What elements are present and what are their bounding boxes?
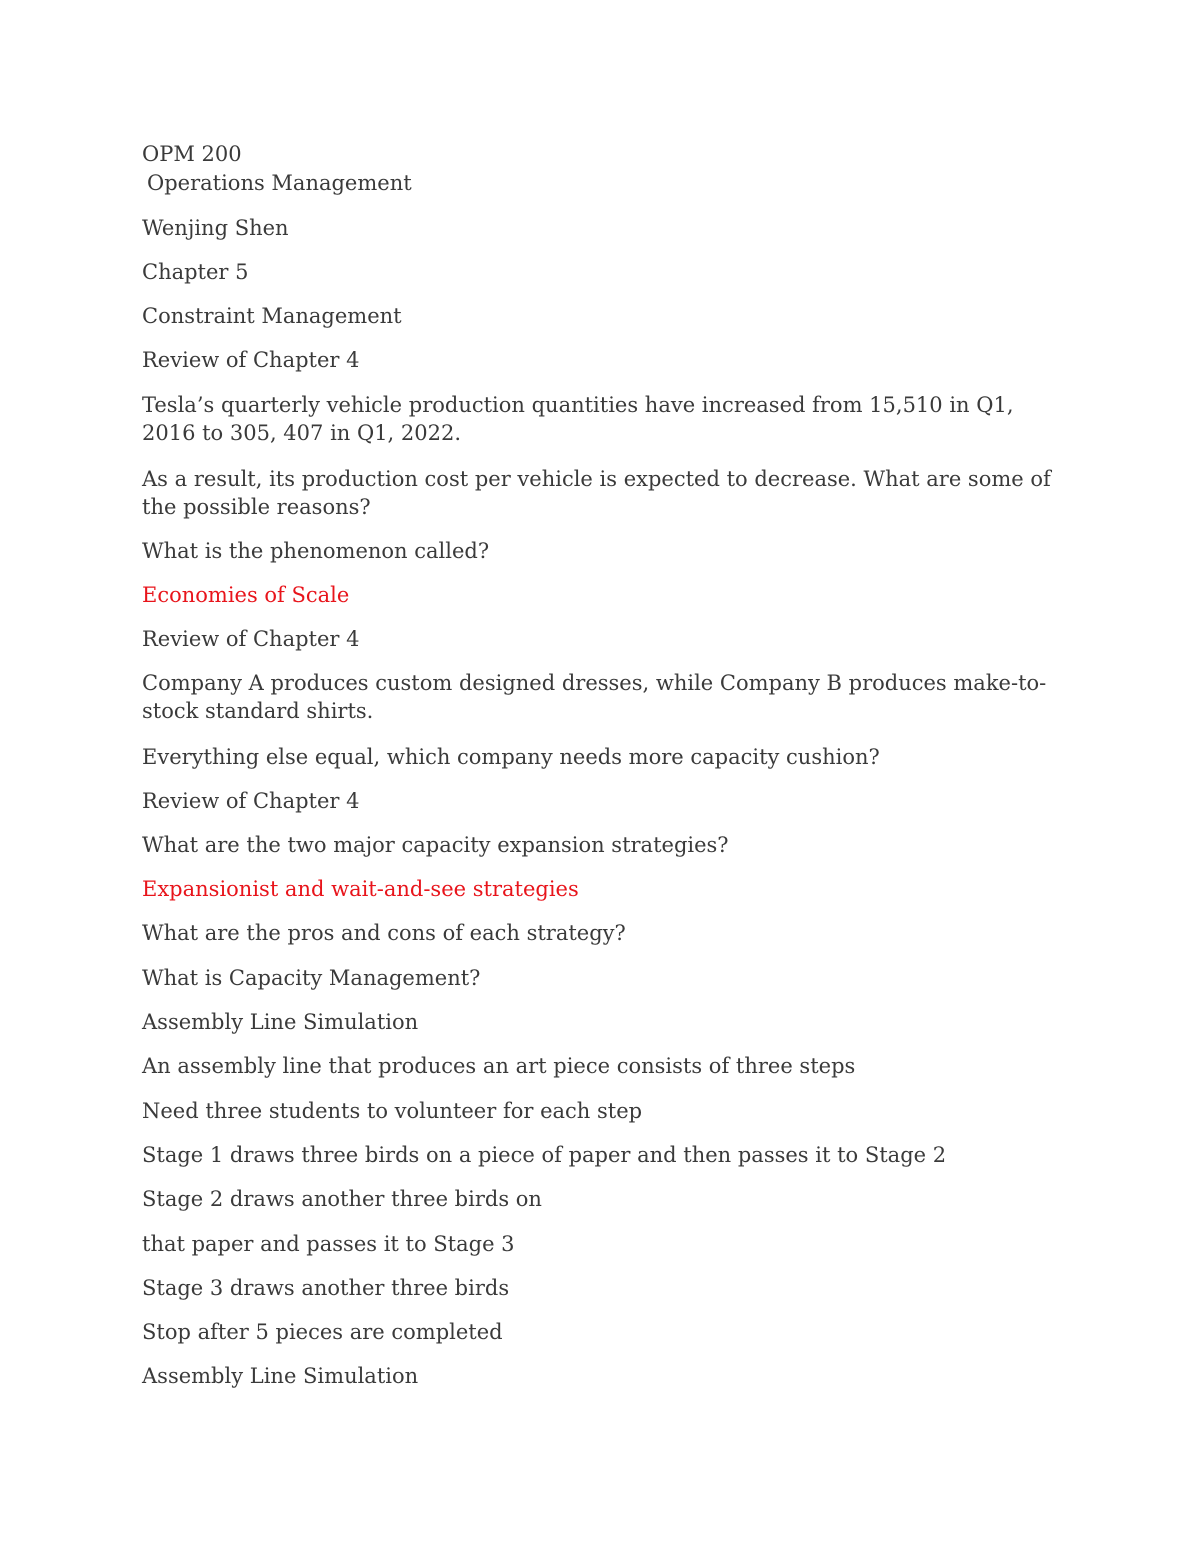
section-heading: Assembly Line Simulation bbox=[142, 1364, 419, 1388]
paragraph: As a result, its production cost per vehicle is expected to decrease. What are some of the possible reasons? bbox=[142, 467, 1051, 519]
section-heading: Review of Chapter 4 bbox=[142, 789, 360, 813]
course-title: Operations Management bbox=[147, 171, 412, 195]
paragraph: Tesla’s quarterly vehicle production quantities have increased from 15,510 in Q1, 2016 to 305, 407 in Q1, 2022. bbox=[142, 393, 1014, 445]
question: What is Capacity Management? bbox=[142, 966, 481, 990]
paragraph: Stage 3 draws another three birds bbox=[142, 1276, 510, 1300]
chapter-title: Constraint Management bbox=[142, 304, 402, 328]
section-heading: Assembly Line Simulation bbox=[142, 1010, 419, 1034]
answer-highlight: Economies of Scale bbox=[142, 583, 350, 607]
paragraph: Company A produces custom designed dresses, while Company B produces make-to-stock standard shirts. bbox=[142, 671, 1047, 723]
section-heading: Review of Chapter 4 bbox=[142, 627, 360, 651]
paragraph: Stage 1 draws three birds on a piece of paper and then passes it to Stage 2 bbox=[142, 1143, 947, 1167]
section-heading: Review of Chapter 4 bbox=[142, 348, 360, 372]
paragraph: that paper and passes it to Stage 3 bbox=[142, 1232, 515, 1256]
question: What is the phenomenon called? bbox=[142, 539, 490, 563]
question: What are the pros and cons of each strategy? bbox=[142, 921, 626, 945]
question: What are the two major capacity expansion strategies? bbox=[142, 833, 729, 857]
paragraph: Stage 2 draws another three birds on bbox=[142, 1187, 542, 1211]
answer-highlight: Expansionist and wait-and-see strategies bbox=[142, 877, 579, 901]
paragraph: Stop after 5 pieces are completed bbox=[142, 1320, 503, 1344]
instructor-name: Wenjing Shen bbox=[142, 216, 289, 240]
course-code: OPM 200 bbox=[142, 142, 242, 166]
paragraph: Need three students to volunteer for each step bbox=[142, 1099, 643, 1123]
chapter-number: Chapter 5 bbox=[142, 260, 249, 284]
paragraph: An assembly line that produces an art piece consists of three steps bbox=[142, 1054, 856, 1078]
question: Everything else equal, which company needs more capacity cushion? bbox=[142, 745, 880, 769]
